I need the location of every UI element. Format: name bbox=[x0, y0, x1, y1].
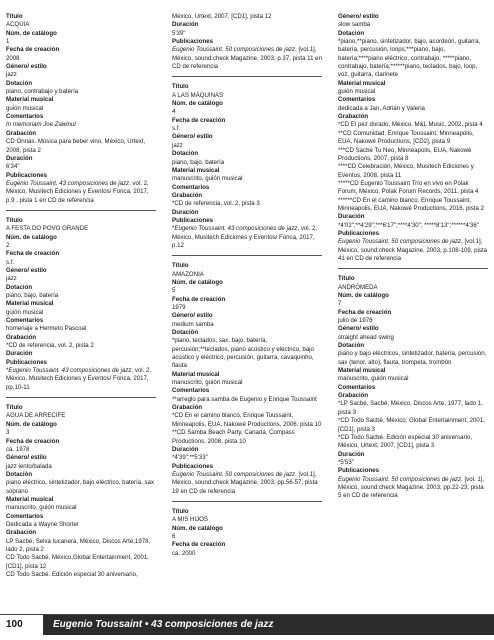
field-value: dedicada a Jan, Adrián y Valeria bbox=[338, 104, 425, 112]
field-label: Duración bbox=[6, 350, 33, 358]
field-label: Género/ estilo bbox=[6, 454, 47, 462]
field-label: Publicaciones bbox=[172, 216, 213, 224]
field-label: Duración bbox=[172, 445, 199, 453]
field-label: Fecha de creación bbox=[6, 46, 60, 54]
field-value: julio de 1976 bbox=[338, 317, 373, 325]
field-label: Duración bbox=[172, 21, 199, 29]
field-value: *CD En el camino blanco, Enrique Toussaint, Minneapolis, EUA, Nakowé Productions, 2006, pista 10 **CD Samba Beach Party, Canadá, Compass Productions, 2008, pista 10 bbox=[172, 412, 322, 445]
field-value: jazz bbox=[172, 141, 183, 149]
field-label: Núm. de catálogo bbox=[172, 278, 223, 286]
field-value: 1 bbox=[6, 38, 10, 46]
field-value: LP Sacbé, Selva tucanera, México, Discos Arte,1978, lado 2, pista 2 CD Todo Sacbé, México,Global Entertainment, 2001, [CD1], pista 12 CD Todo Sacbé. Edición especial 30 aniversario, bbox=[6, 537, 151, 578]
field-label: Publicaciones bbox=[6, 171, 47, 179]
field-value: AGUA DE ARRECIFE bbox=[6, 412, 66, 420]
field-label: Dotación bbox=[172, 150, 199, 158]
page-footer bbox=[0, 614, 494, 636]
field-value: *CD El pez dorado, México, M&L Music, 2002, pista 4 **CD Comunidad. Enrique Toussaint, Minneapolis, EUA, Nakowé Productions, [CD2], pista 9 ***CD Sacbé Tu Neo, Minneapolis, EUA, Nakowé Productions, 2007, pista 8 ****CD Celebración, México, Musitech Ediciones y Eventos, 2008, pista 11 *****CD Eugenio Toussaint Trío en vivo en Polak Forum, México, Polak Forum Records, 2011, pista 4 ******CD En el camino blanco. Enrique Toussaint, Minneapolis, EUA, Nakowé Productions, 2016, pista 2 bbox=[338, 121, 484, 212]
field-value: medium samba bbox=[172, 320, 214, 328]
field-label: Grabación bbox=[6, 529, 37, 537]
field-label: Publicaciones bbox=[338, 467, 379, 475]
field-value: piano, bajo, batería bbox=[172, 158, 225, 166]
field-label: Género/ estilo bbox=[6, 63, 47, 71]
field-value: 4 bbox=[172, 108, 176, 116]
field-label: Material musical bbox=[172, 370, 220, 378]
field-value: Eugenio Toussaint. 50 composiciones de jazz, [vol.1], México, sound:check Magazine, 2003, pp.56-57, pista 19 en CD de referencia bbox=[172, 470, 318, 495]
field-value: ANDRÓMEDA bbox=[338, 283, 378, 291]
field-value: *5'53" bbox=[338, 458, 354, 466]
field-value: Eugenio Toussaint. 50 composiciones de jazz, [vol. 1], México, sound:check Magazine, 2003, pp.22-23, pista 5 en CD de referencia bbox=[338, 475, 485, 500]
field-value: piano y bajo eléctricos, sintetizador, batería, percusión, sax (tenor, alto), flauta, trompeta, trombón bbox=[338, 350, 487, 366]
field-label: Dotación bbox=[6, 470, 33, 478]
field-value: *Eugenio Toussaint. 43 composiciones de jazz, vol. 2, México, Musitech Ediciones y Eventos/ Fonca, 2017, p.12 bbox=[172, 225, 318, 249]
field-label: Género/ estilo bbox=[172, 133, 213, 141]
entry-separator bbox=[6, 210, 156, 211]
field-label: Grabación bbox=[6, 129, 37, 137]
field-value: CD Ónnas. Música para beber vino, México, Urtext, 2008, pista 2 bbox=[6, 138, 146, 154]
field-value: manuscrito, guión musical bbox=[172, 175, 243, 183]
field-value: *CD de referencia, vol. 2, pista 2 bbox=[6, 342, 94, 350]
field-label: Publicaciones bbox=[172, 38, 213, 46]
field-label: Comentarios bbox=[172, 387, 210, 395]
field-value: ca. 1978 bbox=[6, 445, 30, 453]
field-label: Núm. de catálogo bbox=[338, 292, 389, 299]
field-value: s.f. bbox=[6, 258, 15, 266]
field-value: 5 bbox=[172, 287, 176, 295]
field-value: 2008 bbox=[6, 54, 20, 62]
field-value: manuscrito, guión musical bbox=[6, 504, 77, 512]
field-value: A FESTA DO POVO GRANDE bbox=[6, 225, 89, 233]
field-value: piano eléctrico, sintetizador, bajo eléctrico, batería, sax soprano bbox=[6, 479, 155, 495]
field-label: Género/ estilo bbox=[338, 13, 379, 20]
field-value: piano, contrabajo y batería bbox=[6, 88, 79, 96]
field-label: Comentarios bbox=[6, 512, 44, 520]
field-label: Núm. de catálogo bbox=[172, 524, 223, 532]
footer-bar bbox=[43, 615, 494, 635]
field-value: 6 bbox=[172, 532, 176, 540]
field-label: Fecha de creación bbox=[338, 308, 392, 316]
field-value: AMAZONIA bbox=[172, 270, 204, 278]
field-label: Fecha de creación bbox=[6, 437, 60, 445]
field-value: In memoriam Joe Zawinul bbox=[6, 121, 76, 129]
field-label: Material musical bbox=[6, 300, 54, 308]
field-label: Título bbox=[172, 507, 189, 515]
field-label: Dotación bbox=[338, 29, 365, 37]
field-label: Grabación bbox=[172, 191, 203, 199]
field-label: Publicaciones bbox=[6, 358, 47, 366]
field-value: 7 bbox=[338, 300, 342, 308]
field-label: Duración bbox=[172, 208, 199, 216]
field-label: Duración bbox=[338, 213, 365, 221]
field-value: A MIS HIJOS bbox=[172, 516, 208, 524]
field-label: Comentarios bbox=[338, 383, 376, 391]
field-label: Título bbox=[6, 13, 23, 20]
field-label: Fecha de creación bbox=[172, 116, 226, 124]
field-value: *Eugenio Toussaint. 43 composiciones de jazz, vol. 2, México, Musitech Ediciones y Eventos/ Fonca, 2017, pp.10-11 bbox=[6, 367, 152, 391]
entry-separator bbox=[172, 76, 322, 77]
field-label: Género/ estilo bbox=[338, 325, 379, 333]
field-label: Dotación bbox=[6, 283, 33, 291]
field-value: A LAS MÁQUINAS bbox=[172, 91, 224, 99]
footer-title: Eugenio Toussaint • 43 composiciones de jazz bbox=[53, 619, 274, 630]
field-label: Título bbox=[6, 404, 23, 412]
field-label: Publicaciones bbox=[338, 229, 379, 237]
column-3 bbox=[338, 13, 488, 501]
field-label: Núm. de catálogo bbox=[6, 420, 57, 428]
field-label: Material musical bbox=[338, 367, 386, 375]
field-label: Grabación bbox=[6, 333, 37, 341]
field-label: Núm. de catálogo bbox=[6, 29, 57, 37]
column-1 bbox=[6, 13, 156, 579]
field-label: Fecha de creación bbox=[6, 250, 60, 258]
field-value: **arreglo para samba de Eugenio y Enrique Toussaint bbox=[172, 395, 317, 403]
field-value: guión musical bbox=[338, 88, 376, 96]
field-value: 6'34" bbox=[6, 163, 20, 171]
field-value: ca. 2000 bbox=[172, 549, 196, 557]
field-label: Grabación bbox=[338, 392, 369, 400]
field-value: *LP Sacbé, Sacbé, México, Discos Arte, 1977, lado 1, pista 3 *CD Todo Sacbé, México, Global Entertainment, 2001, [CD1], pista 3 *CD Todo Sacbé. Edición especial 30 aniversario, México, Urtext, 2007, [CD1], pista 3 bbox=[338, 400, 485, 450]
field-label: Título bbox=[6, 216, 23, 224]
field-value: *4'39";**5'33" bbox=[172, 454, 208, 462]
field-value: Dedicada a Wayne Shorter bbox=[6, 520, 79, 528]
field-value: 5'39" bbox=[172, 29, 186, 37]
entry-separator bbox=[6, 397, 156, 398]
field-value: piano, bajo, batería bbox=[6, 292, 59, 299]
field-label: Fecha de creación bbox=[172, 541, 226, 549]
field-value: jazz bbox=[6, 275, 17, 283]
field-value: guión musical bbox=[6, 104, 44, 112]
field-value: jazz bbox=[6, 71, 17, 79]
field-label: Dotación bbox=[338, 342, 365, 350]
field-value: *piano, teclados, sax, bajo, batería, percusión;**teclados, piano acústico y eléctrico, bajo acústico y eléctrico, percusión, guitarra, cavaquinho, flauta bbox=[172, 337, 314, 370]
field-label: Núm. de catálogo bbox=[6, 233, 57, 241]
field-value: straight ahead swing bbox=[338, 333, 394, 341]
field-label: Dotación bbox=[6, 79, 33, 87]
column-2 bbox=[172, 13, 322, 558]
field-label: Duración bbox=[338, 450, 365, 458]
field-value: Eugenio Toussaint. 50 composiciones de jazz, [vol.1], México, sound:check Magazine, 2003, p.37, pista 11 en CD de referencia bbox=[172, 46, 322, 71]
field-label: Grabación bbox=[338, 113, 369, 121]
field-value: manuscrito, guión musical bbox=[338, 375, 409, 383]
field-label: Publicaciones bbox=[172, 462, 213, 470]
field-value: manuscrito, guión musical bbox=[172, 379, 243, 387]
page-number: 100 bbox=[6, 619, 23, 630]
field-value: s.f. bbox=[172, 125, 181, 133]
field-value: 2 bbox=[6, 241, 10, 249]
field-label: Título bbox=[172, 83, 189, 91]
field-label: Duración bbox=[6, 154, 33, 162]
field-value: jazz lento/balada bbox=[6, 462, 52, 470]
field-label: Fecha de creación bbox=[172, 295, 226, 303]
field-label: Núm. de catálogo bbox=[172, 100, 223, 108]
field-label: Comentarios bbox=[6, 317, 44, 325]
entry-separator bbox=[172, 255, 322, 256]
field-label: Grabación bbox=[172, 404, 203, 412]
field-value: 3 bbox=[6, 429, 10, 437]
entry-separator bbox=[338, 268, 488, 269]
field-value: ACQUIA bbox=[6, 21, 30, 29]
field-label: Material musical bbox=[172, 166, 220, 174]
field-value: Eugenio Toussaint. 50 composiciones de jazz, [vol.1], México, sound:check Magazine, 2003, p.108-109, pista 41 en CD de referencia bbox=[338, 238, 488, 262]
field-label: Título bbox=[338, 275, 355, 283]
field-value: *piano,**piano, sintetizador, bajo, acordeón, guitarra, batería, percusión, loops;***piano, bajo, batería;****piano eléctrico, contrabajo; *****piano, contrabajo, batería;******piano, teclados, bajo, loop, voz, guitarra, clarinete bbox=[338, 38, 481, 79]
field-value: *CD de referencia, vol. 2, pista 3 bbox=[172, 200, 260, 208]
field-label: Material musical bbox=[338, 79, 386, 87]
field-value: homenaje a Hermeto Pascoal bbox=[6, 325, 87, 333]
field-value: *4'02";**4'29";***6'17";****4'30"; *****8'13";******4'36" bbox=[338, 221, 479, 229]
field-value: México, Urtext, 2007, [CD1], pista 12 bbox=[172, 13, 272, 20]
field-value: slow samba bbox=[338, 21, 371, 29]
field-label: Dotación bbox=[172, 329, 199, 337]
field-label: Material musical bbox=[6, 495, 54, 503]
field-label: Género/ estilo bbox=[172, 312, 213, 320]
entry-separator bbox=[172, 501, 322, 502]
field-label: Comentarios bbox=[6, 113, 44, 121]
field-label: Material musical bbox=[6, 96, 54, 104]
field-label: Título bbox=[172, 262, 189, 270]
field-label: Género/ estilo bbox=[6, 266, 47, 274]
field-label: Comentarios bbox=[338, 96, 376, 104]
field-label: Comentarios bbox=[172, 183, 210, 191]
field-value: 1979 bbox=[172, 304, 186, 311]
field-value: guión musical bbox=[6, 308, 44, 316]
field-value: Eugenio Toussaint. 43 composiciones de jazz, vol. 2, México, Musitech Ediciones y Eventos/ Fonca, 2017, p.9 , pista 1 en CD de referencia bbox=[6, 179, 149, 204]
